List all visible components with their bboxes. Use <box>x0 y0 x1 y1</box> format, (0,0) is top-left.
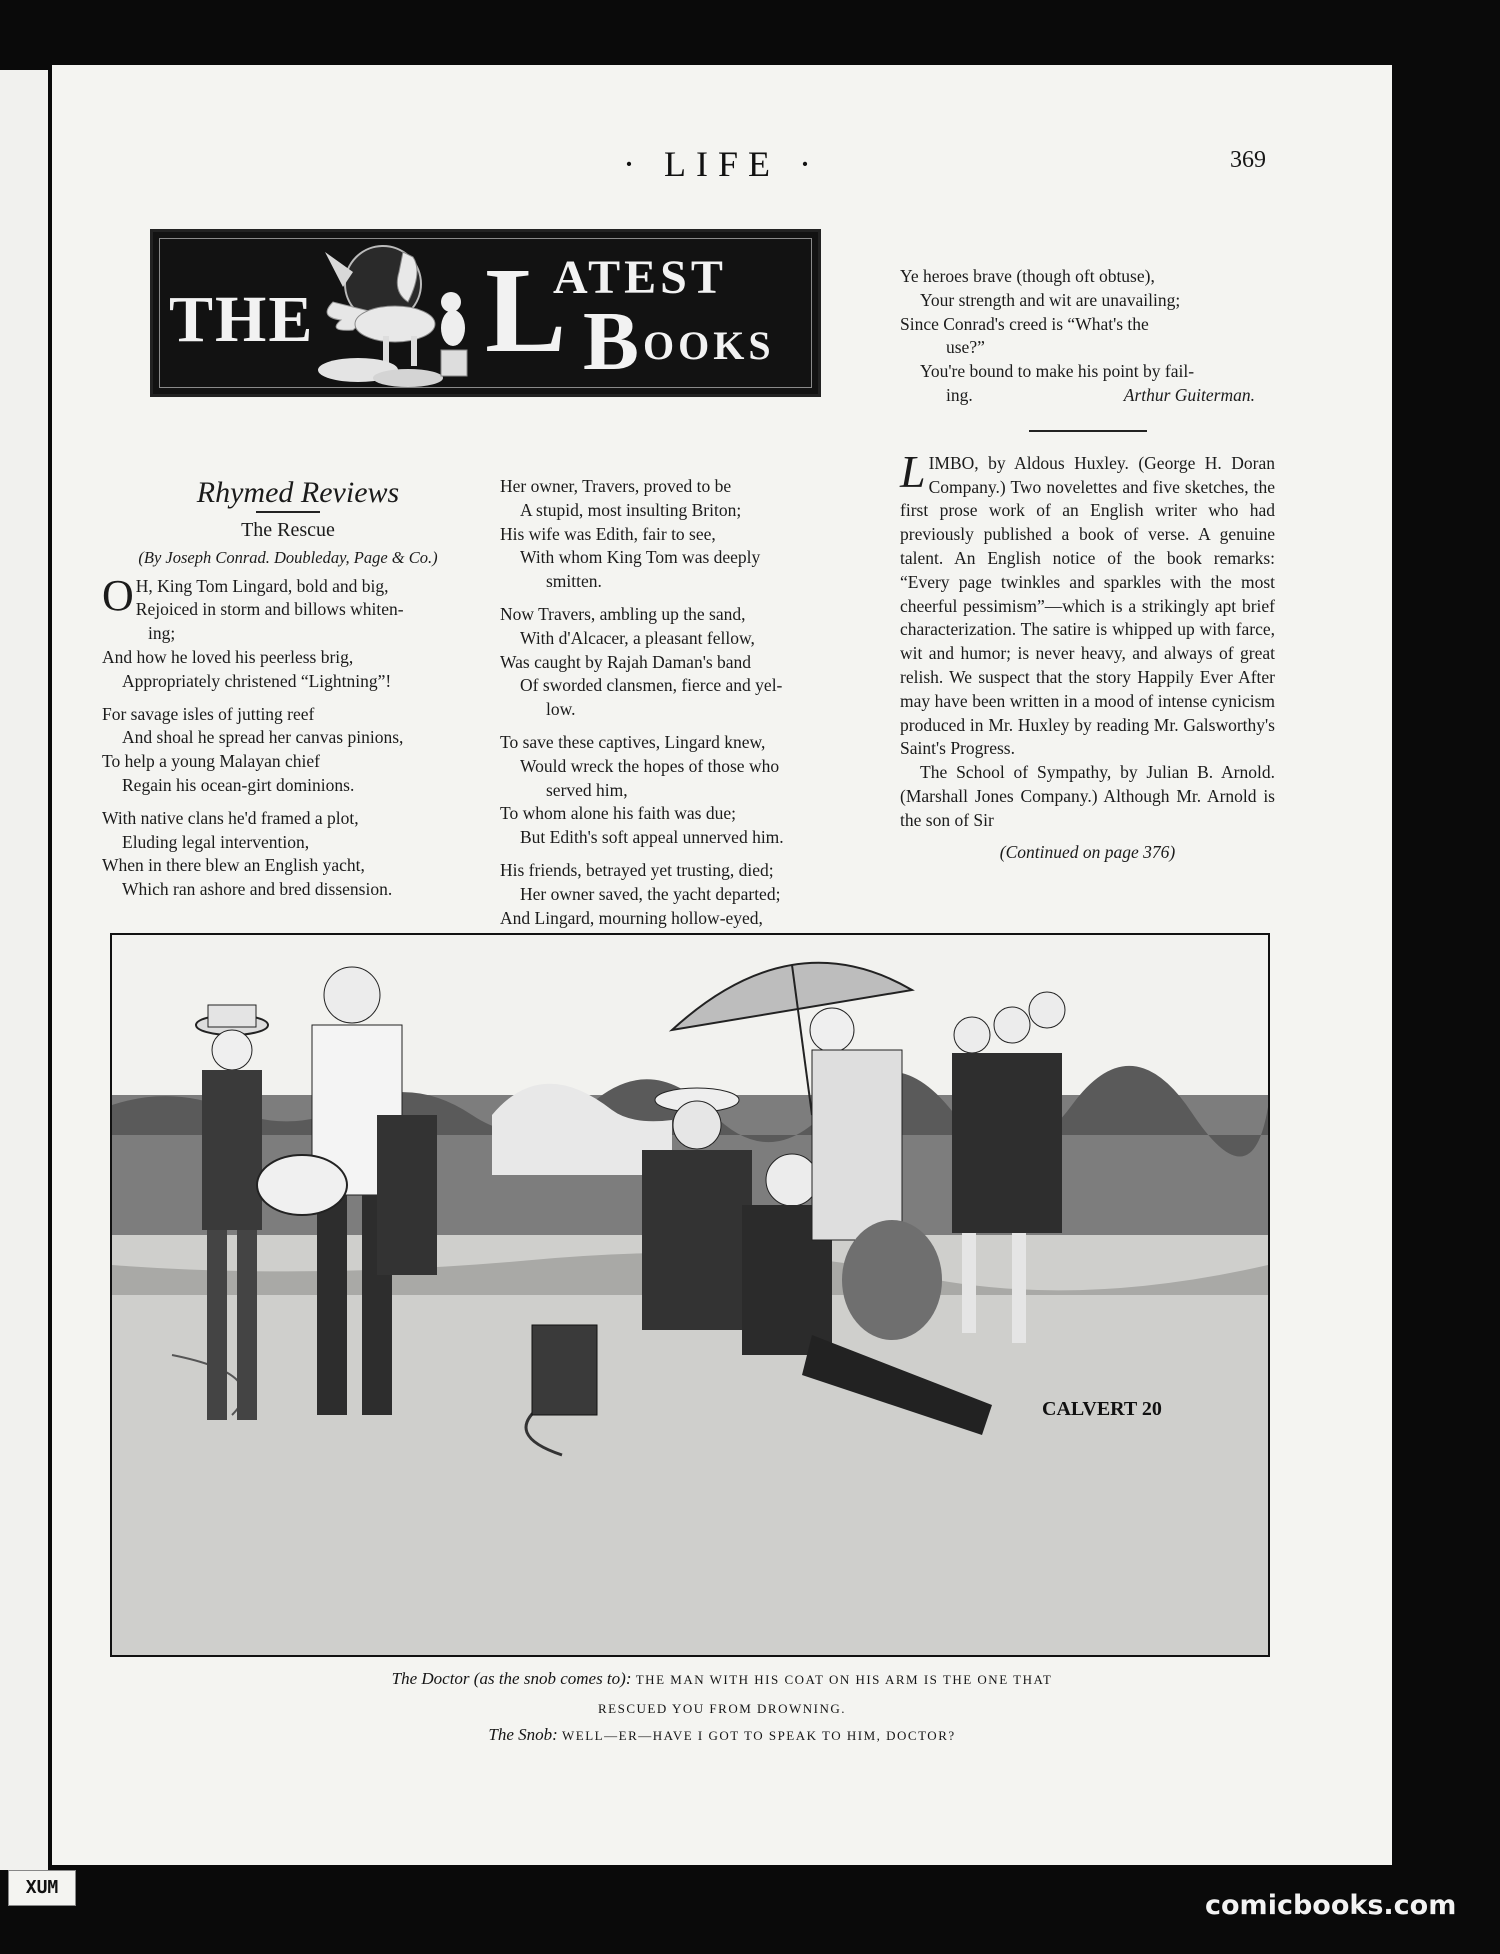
caption-line <box>52 1701 1392 1718</box>
verse-line: You're bound to make his point by fail- <box>920 361 1195 382</box>
section-divider <box>1029 430 1147 432</box>
poem-stanza <box>102 570 474 694</box>
verse-line: A stupid, most insulting Briton; <box>520 499 742 520</box>
verse-line: Eluding legal intervention, <box>122 831 310 852</box>
caption-line <box>52 1669 1392 1689</box>
caption-dialogue: WELL—ER—HAVE I GOT TO SPEAK TO HIM, DOCTOR? <box>562 1728 956 1743</box>
drop-cap: L <box>900 445 926 497</box>
verse-line: served him, <box>546 779 628 800</box>
column-3 <box>900 265 1275 864</box>
page-number: 369 <box>1230 147 1266 173</box>
verse-line: When in there blew an English yacht, <box>102 855 365 876</box>
column-1 <box>102 475 474 911</box>
verse-line: Your strength and wit are unavailing; <box>920 289 1181 310</box>
site-watermark: comicbooks.com <box>1205 1890 1457 1921</box>
verse-line: ing. <box>946 384 973 405</box>
verse-line: Was caught by Rajah Daman's band <box>500 651 752 672</box>
previous-page-edge <box>0 70 48 1870</box>
pegasus-cherub-icon <box>313 232 493 388</box>
verse-line: Of sworded clansmen, fierce and yel- <box>520 675 783 696</box>
caption-dialogue: RESCUED YOU FROM DROWNING. <box>598 1701 846 1716</box>
banner-word-the: THE <box>169 283 315 356</box>
caption-line <box>52 1725 1392 1745</box>
verse-line: And Lingard, mourning hollow-eyed, <box>500 907 763 928</box>
verse-line: His wife was Edith, fair to see, <box>500 523 716 544</box>
verse-line: To whom alone his faith was due; <box>500 803 736 824</box>
continued-note: (Continued on page 376) <box>999 841 1176 862</box>
verse-line: With d'Alcacer, a pleasant fellow, <box>520 627 755 648</box>
verse-line: H, King Tom Lingard, bold and big, <box>135 575 389 596</box>
verse-line: Appropriately christened “Lightning”! <box>122 670 392 691</box>
latest-books-banner <box>150 229 821 397</box>
verse-line: And shoal he spread her canvas pinions, <box>122 727 404 748</box>
caption-speaker: The Snob: <box>488 1725 558 1744</box>
verse-line-with-attribution <box>900 384 1275 408</box>
poem-stanza <box>102 703 474 798</box>
source-label: XUM <box>8 1870 76 1906</box>
review-paragraph: The School of Sympathy, by Julian B. Arnold. (Marshall Jones Company.) Although Mr. Arnold is the son of Sir <box>900 762 1275 830</box>
verse-line: Now Travers, ambling up the sand, <box>500 603 746 624</box>
poem-stanza <box>500 731 876 850</box>
verse-line: Her owner saved, the yacht departed; <box>520 883 781 904</box>
caption-dialogue: THE MAN WITH HIS COAT ON HIS ARM IS THE ONE THAT <box>635 1672 1053 1687</box>
verse-line: Which ran ashore and bred dissension. <box>122 879 393 900</box>
section-heading: Rhymed Reviews <box>196 476 400 509</box>
banner-letter-l: L <box>485 243 567 378</box>
column-2 <box>500 475 876 963</box>
beach-scene-drawing <box>112 935 1268 1655</box>
verse-line: Rejoiced in storm and billows whiten- <box>135 599 404 620</box>
verse-line: Regain his ocean-girt dominions. <box>122 774 355 795</box>
poem-stanza <box>102 807 474 902</box>
verse-line: Would wreck the hopes of those who <box>520 755 780 776</box>
verse-line: With native clans he'd framed a plot, <box>102 807 359 828</box>
book-title: The Rescue <box>241 518 335 541</box>
artist-signature: CALVERT 20 <box>1042 1398 1162 1420</box>
banner-word-ooks: OOKS <box>643 323 775 368</box>
verse-line: To help a young Malayan chief <box>102 751 320 772</box>
verse-line: His friends, betrayed yet trusting, died; <box>500 859 774 880</box>
poem-attribution: Arthur Guiterman. <box>1123 384 1255 405</box>
banner-word-atest: ATEST <box>553 251 727 304</box>
poem-stanza <box>500 603 876 722</box>
verse-line: But Edith's soft appeal unnerved him. <box>520 827 784 848</box>
review-text <box>900 445 1275 865</box>
verse-line: Since Conrad's creed is “What's the <box>900 313 1149 334</box>
running-title: · LIFE · <box>623 144 821 184</box>
book-credit: (By Joseph Conrad. Doubleday, Page & Co.) <box>138 547 438 567</box>
heading-rule <box>256 511 320 513</box>
poem-stanza <box>900 265 1275 408</box>
review-body: IMBO, by Aldous Huxley. (George H. Doran Company.) Two novelettes and five sketches, the first prose work of an English writer who had previously published a book of verse. A genuine talent. An English notice of the book remarks: “Every page twinkles and sparkles with the most cheerful pessimism”—which is a strikingly apt brief characterization. The satire is whipped up with farce, wit and humor; is never heavy, and always of great relish. We suspect that the story Happily Ever After may have been written in a mood of intense cynicism produced in Mr. Huxley by reading Mr. Galsworthy's Saint's Progress. <box>900 452 1275 759</box>
verse-line: For savage isles of jutting reef <box>102 703 315 724</box>
verse-line: With whom King Tom was deeply <box>520 547 761 568</box>
drop-cap: O <box>102 570 134 620</box>
banner-letter-b: B <box>583 295 640 388</box>
magazine-page <box>52 65 1392 1865</box>
verse-line: ing; <box>148 623 176 644</box>
verse-line: smitten. <box>546 571 602 592</box>
verse-line: Ye heroes brave (though oft obtuse), <box>900 266 1155 286</box>
verse-line: Her owner, Travers, proved to be <box>500 476 732 496</box>
beach-rescue-illustration <box>110 933 1270 1657</box>
poem-stanza <box>500 475 876 594</box>
verse-line: use?” <box>946 337 985 358</box>
review-paragraph <box>900 445 1275 761</box>
verse-line: low. <box>546 699 576 720</box>
verse-line: To save these captives, Lingard knew, <box>500 731 766 752</box>
verse-line: And how he loved his peerless brig, <box>102 646 354 667</box>
caption-speaker: The Doctor (as the snob comes to): <box>391 1669 632 1688</box>
